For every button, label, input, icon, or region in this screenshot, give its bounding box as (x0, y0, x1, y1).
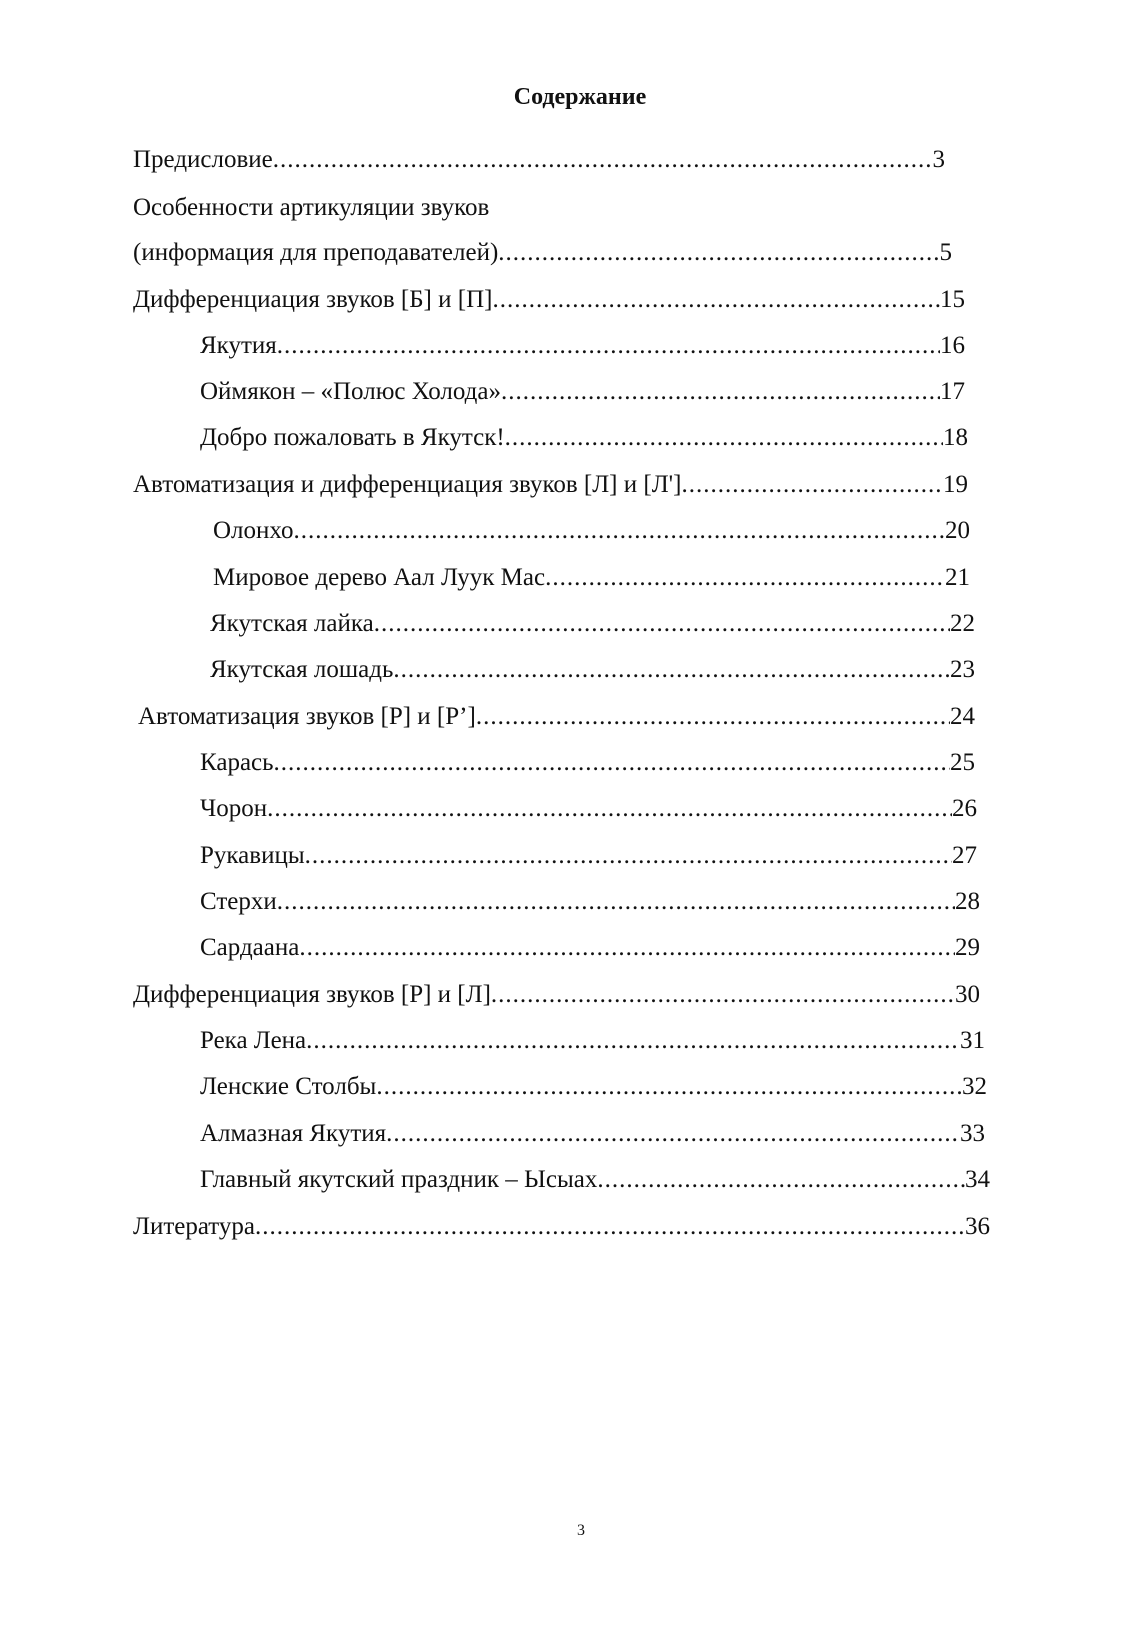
toc-entry-page: 18 (943, 424, 968, 451)
dot-leader (376, 1072, 962, 1102)
toc-entry-label: Чорон (200, 795, 268, 822)
toc-entry-label: Рукавицы (200, 842, 305, 869)
dot-leader (306, 1026, 960, 1056)
toc-entry-page: 20 (945, 517, 970, 544)
page-number: 3 (577, 1522, 585, 1539)
toc-entry-label: Стерхи (200, 888, 277, 915)
dot-leader (299, 933, 955, 963)
toc-entry (133, 193, 489, 223)
toc-entry (213, 516, 970, 546)
toc-entry-label: Река Лена (200, 1027, 307, 1054)
toc-entry-label: Карась (200, 749, 274, 776)
toc-entry-label: Автоматизация звуков [Р] и [Р’] (138, 703, 476, 730)
toc-entry (133, 238, 952, 268)
dot-leader (277, 887, 955, 917)
toc-entry (210, 609, 975, 639)
toc-entry-label: Особенности артикуляции звуков (133, 194, 490, 221)
toc-entry-page: 31 (960, 1027, 985, 1054)
page-title: Содержание (513, 84, 647, 110)
dot-leader (293, 516, 945, 546)
dot-leader (597, 1165, 965, 1195)
toc-entry-page: 17 (940, 378, 965, 405)
toc-entry-label: Олонхо (213, 517, 294, 544)
toc-entry-page: 19 (943, 471, 968, 498)
toc-entry-label: Главный якутский праздник – Ысыах (200, 1166, 598, 1193)
toc-entry (133, 470, 968, 500)
toc-entry-page: 3 (932, 146, 945, 173)
toc-entry-label: Мировое дерево Аал Луук Мас (213, 564, 546, 591)
toc-entry (200, 748, 975, 778)
toc-entry-page: 22 (950, 610, 975, 637)
toc-entry (200, 331, 965, 361)
toc-entry-label: Оймякон – «Полюс Холода» (200, 378, 501, 405)
toc-entry (133, 980, 980, 1010)
dot-leader (374, 609, 950, 639)
toc-entry (133, 1212, 990, 1242)
toc-entry-page: 21 (945, 564, 970, 591)
toc-entry (200, 887, 980, 917)
toc-entry-page: 34 (965, 1166, 990, 1193)
dot-leader (273, 145, 933, 175)
dot-leader (305, 841, 952, 871)
toc-entry-page: 16 (940, 332, 965, 359)
toc-entry-page: 26 (952, 795, 977, 822)
toc-entry-page: 25 (950, 749, 975, 776)
dot-leader (492, 285, 940, 315)
dot-leader (505, 423, 943, 453)
toc-entry (200, 794, 977, 824)
toc-entry-label: Якутия (200, 332, 277, 359)
toc-entry-label: Алмазная Якутия (200, 1120, 387, 1147)
dot-leader (545, 563, 945, 593)
toc-entry-page: .5 (933, 239, 952, 266)
dot-leader (682, 470, 944, 500)
toc-entry (200, 1026, 985, 1056)
dot-leader (277, 331, 940, 361)
toc-entry-label: Предисловие (133, 146, 273, 173)
toc-entry-page: 36 (965, 1213, 990, 1240)
toc-entry (200, 377, 965, 407)
toc-entry-label: Добро пожаловать в Якутск! (200, 424, 505, 451)
toc-entry-page: 28 (955, 888, 980, 915)
dot-leader (498, 238, 933, 268)
toc-entry-page: 15 (940, 286, 965, 313)
toc-entry-page: 30 (955, 981, 980, 1008)
toc-entry (133, 145, 945, 175)
toc-entry (200, 423, 968, 453)
dot-leader (491, 980, 955, 1010)
toc-entry-page: 27 (952, 842, 977, 869)
toc-entry-label: Ленские Столбы (200, 1073, 377, 1100)
dot-leader (476, 702, 950, 732)
toc-entry (200, 933, 980, 963)
toc-entry (200, 1072, 987, 1102)
toc-entry (138, 702, 975, 732)
toc-entry-label: Литература (133, 1213, 255, 1240)
toc-entry-label: Якутская лайка (210, 610, 374, 637)
toc-entry-label: (информация для преподавателей) (133, 239, 499, 266)
toc-entry (200, 1165, 990, 1195)
toc-entry (133, 285, 965, 315)
toc-entry-page: 29 (955, 934, 980, 961)
toc-entry (210, 655, 975, 685)
toc-entry (200, 1119, 985, 1149)
dot-leader (274, 748, 950, 778)
toc-entry (200, 841, 977, 871)
toc-entry-label: Автоматизация и дифференциация звуков [Л] и [Л'] (133, 471, 682, 498)
toc-entry-label: Дифференциация звуков [Р] и [Л] (133, 981, 491, 1008)
toc-entry (213, 563, 970, 593)
toc-entry-page: 24 (950, 703, 975, 730)
toc-entry-page: 32 (962, 1073, 987, 1100)
toc-entry-page: 33 (960, 1120, 985, 1147)
dot-leader (501, 377, 940, 407)
toc-entry-label: Сардаана (200, 934, 300, 961)
toc-entry-page: 23 (950, 656, 975, 683)
toc-entry-label: Дифференциация звуков [Б] и [П] (133, 286, 493, 313)
toc-entry-label: Якутская лошадь (210, 656, 394, 683)
dot-leader (267, 794, 952, 824)
dot-leader (386, 1119, 960, 1149)
dot-leader (255, 1212, 965, 1242)
dot-leader (393, 655, 950, 685)
